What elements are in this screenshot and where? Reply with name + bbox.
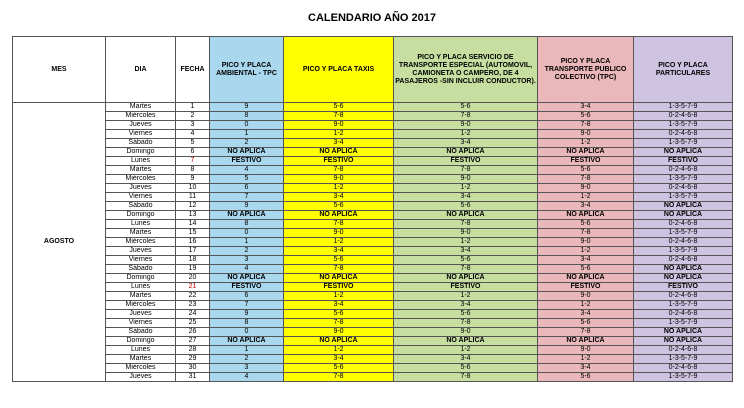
especial-cell: 5-6 — [394, 310, 538, 319]
especial-cell: 1-2 — [394, 238, 538, 247]
publico-cell: FESTIVO — [538, 157, 634, 166]
day-cell: Lunes — [106, 220, 176, 229]
particulares-cell: 1-3-5-7-9 — [634, 373, 733, 382]
ambiental-cell: 2 — [210, 247, 284, 256]
date-cell: 3 — [176, 121, 210, 130]
day-cell: Sábado — [106, 265, 176, 274]
ambiental-cell: 4 — [210, 166, 284, 175]
publico-cell: 1-2 — [538, 193, 634, 202]
especial-cell: FESTIVO — [394, 157, 538, 166]
publico-cell: NO APLICA — [538, 148, 634, 157]
taxis-cell: 1-2 — [284, 292, 394, 301]
day-cell: Domingo — [106, 211, 176, 220]
date-cell: 22 — [176, 292, 210, 301]
calendar-body — [13, 103, 733, 382]
date-cell: 8 — [176, 166, 210, 175]
publico-cell: NO APLICA — [538, 274, 634, 283]
day-cell: Domingo — [106, 337, 176, 346]
particulares-cell: 1-3-5-7-9 — [634, 301, 733, 310]
publico-cell: 9-0 — [538, 238, 634, 247]
ambiental-cell: 3 — [210, 364, 284, 373]
date-cell: 30 — [176, 364, 210, 373]
table-row — [13, 274, 733, 283]
taxis-cell: 7-8 — [284, 112, 394, 121]
date-cell: 27 — [176, 337, 210, 346]
especial-cell: NO APLICA — [394, 337, 538, 346]
day-cell: Domingo — [106, 148, 176, 157]
ambiental-cell: 9 — [210, 103, 284, 112]
particulares-cell: 0-2-4-6-8 — [634, 310, 733, 319]
date-cell: 26 — [176, 328, 210, 337]
publico-cell: 7-8 — [538, 328, 634, 337]
table-row — [13, 220, 733, 229]
taxis-cell: NO APLICA — [284, 211, 394, 220]
publico-cell: 1-2 — [538, 247, 634, 256]
date-cell: 28 — [176, 346, 210, 355]
date-cell: 31 — [176, 373, 210, 382]
ambiental-cell: 8 — [210, 220, 284, 229]
particulares-cell: NO APLICA — [634, 265, 733, 274]
ambiental-cell: FESTIVO — [210, 283, 284, 292]
particulares-cell: NO APLICA — [634, 202, 733, 211]
publico-cell: FESTIVO — [538, 283, 634, 292]
taxis-cell: FESTIVO — [284, 157, 394, 166]
date-cell: 16 — [176, 238, 210, 247]
publico-cell: 9-0 — [538, 130, 634, 139]
especial-cell: 7-8 — [394, 220, 538, 229]
especial-cell: 1-2 — [394, 292, 538, 301]
date-cell: 11 — [176, 193, 210, 202]
header-fecha: FECHA — [176, 37, 210, 103]
especial-cell: 1-2 — [394, 346, 538, 355]
table-row — [13, 112, 733, 121]
date-cell: 17 — [176, 247, 210, 256]
taxis-cell: 3-4 — [284, 247, 394, 256]
taxis-cell: NO APLICA — [284, 148, 394, 157]
header-mes: MES — [13, 37, 106, 103]
table-row — [13, 139, 733, 148]
date-cell: 6 — [176, 148, 210, 157]
day-cell: Lunes — [106, 157, 176, 166]
particulares-cell: 1-3-5-7-9 — [634, 175, 733, 184]
date-cell: 20 — [176, 274, 210, 283]
table-row — [13, 355, 733, 364]
particulares-cell: NO APLICA — [634, 148, 733, 157]
particulares-cell: 0-2-4-6-8 — [634, 220, 733, 229]
header-row — [13, 37, 733, 103]
ambiental-cell: FESTIVO — [210, 157, 284, 166]
ambiental-cell: 0 — [210, 229, 284, 238]
particulares-cell: 1-3-5-7-9 — [634, 193, 733, 202]
publico-cell: 5-6 — [538, 319, 634, 328]
ambiental-cell: NO APLICA — [210, 274, 284, 283]
particulares-cell: NO APLICA — [634, 211, 733, 220]
taxis-cell: 9-0 — [284, 229, 394, 238]
day-cell: Miércoles — [106, 364, 176, 373]
especial-cell: 1-2 — [394, 184, 538, 193]
ambiental-cell: 4 — [210, 265, 284, 274]
ambiental-cell: 5 — [210, 175, 284, 184]
particulares-cell: 1-3-5-7-9 — [634, 319, 733, 328]
table-row — [13, 121, 733, 130]
taxis-cell: 1-2 — [284, 130, 394, 139]
taxis-cell: 7-8 — [284, 373, 394, 382]
date-cell: 14 — [176, 220, 210, 229]
publico-cell: 7-8 — [538, 121, 634, 130]
especial-cell: 5-6 — [394, 103, 538, 112]
publico-cell: 5-6 — [538, 220, 634, 229]
day-cell: Martes — [106, 355, 176, 364]
especial-cell: 9-0 — [394, 229, 538, 238]
ambiental-cell: 3 — [210, 256, 284, 265]
especial-cell: 3-4 — [394, 355, 538, 364]
publico-cell: 5-6 — [538, 112, 634, 121]
publico-cell: 5-6 — [538, 373, 634, 382]
publico-cell: 3-4 — [538, 256, 634, 265]
day-cell: Martes — [106, 103, 176, 112]
table-row — [13, 292, 733, 301]
especial-cell: 7-8 — [394, 319, 538, 328]
taxis-cell: 3-4 — [284, 301, 394, 310]
particulares-cell: 0-2-4-6-8 — [634, 130, 733, 139]
especial-cell: NO APLICA — [394, 274, 538, 283]
taxis-cell: 9-0 — [284, 175, 394, 184]
publico-cell: 7-8 — [538, 229, 634, 238]
ambiental-cell: 6 — [210, 292, 284, 301]
header-ambiental: PICO Y PLACA AMBIENTAL - TPC — [210, 37, 284, 103]
table-row — [13, 337, 733, 346]
day-cell: Miércoles — [106, 301, 176, 310]
publico-cell: 3-4 — [538, 202, 634, 211]
day-cell: Miércoles — [106, 238, 176, 247]
taxis-cell: 7-8 — [284, 265, 394, 274]
taxis-cell: 5-6 — [284, 256, 394, 265]
especial-cell: 7-8 — [394, 265, 538, 274]
table-row — [13, 148, 733, 157]
taxis-cell: 1-2 — [284, 346, 394, 355]
taxis-cell: 7-8 — [284, 319, 394, 328]
table-row — [13, 364, 733, 373]
particulares-cell: FESTIVO — [634, 157, 733, 166]
header-taxis: PICO Y PLACA TAXIS — [284, 37, 394, 103]
especial-cell: 3-4 — [394, 193, 538, 202]
table-row — [13, 310, 733, 319]
especial-cell: NO APLICA — [394, 211, 538, 220]
date-cell: 12 — [176, 202, 210, 211]
table-row — [13, 175, 733, 184]
date-cell: 2 — [176, 112, 210, 121]
day-cell: Lunes — [106, 346, 176, 355]
day-cell: Martes — [106, 166, 176, 175]
particulares-cell: 1-3-5-7-9 — [634, 139, 733, 148]
particulares-cell: 0-2-4-6-8 — [634, 256, 733, 265]
date-cell: 19 — [176, 265, 210, 274]
particulares-cell: 1-3-5-7-9 — [634, 121, 733, 130]
especial-cell: 9-0 — [394, 175, 538, 184]
ambiental-cell: 9 — [210, 310, 284, 319]
table-row — [13, 301, 733, 310]
table-row — [13, 166, 733, 175]
date-cell: 7 — [176, 157, 210, 166]
ambiental-cell: 4 — [210, 373, 284, 382]
date-cell: 18 — [176, 256, 210, 265]
particulares-cell: 1-3-5-7-9 — [634, 103, 733, 112]
particulares-cell: 0-2-4-6-8 — [634, 364, 733, 373]
table-row — [13, 265, 733, 274]
publico-cell: 1-2 — [538, 301, 634, 310]
taxis-cell: NO APLICA — [284, 337, 394, 346]
table-row — [13, 229, 733, 238]
table-row — [13, 247, 733, 256]
taxis-cell: 3-4 — [284, 355, 394, 364]
table-row — [13, 184, 733, 193]
header-especial: PICO Y PLACA SERVICIO DE TRANSPORTE ESPECIAL (AUTOMOVIL, CAMIONETA O CAMPERO, DE 4 PASAJEROS -SIN INCLUIR CONDUCTOR). — [394, 37, 538, 103]
publico-cell: 1-2 — [538, 355, 634, 364]
table-row — [13, 157, 733, 166]
taxis-cell: 5-6 — [284, 364, 394, 373]
date-cell: 29 — [176, 355, 210, 364]
date-cell: 24 — [176, 310, 210, 319]
publico-cell: 1-2 — [538, 139, 634, 148]
date-cell: 10 — [176, 184, 210, 193]
ambiental-cell: 2 — [210, 139, 284, 148]
particulares-cell: NO APLICA — [634, 328, 733, 337]
especial-cell: FESTIVO — [394, 283, 538, 292]
publico-cell: 9-0 — [538, 292, 634, 301]
particulares-cell: FESTIVO — [634, 283, 733, 292]
day-cell: Viernes — [106, 256, 176, 265]
table-row — [13, 346, 733, 355]
table-row — [13, 130, 733, 139]
especial-cell: 3-4 — [394, 247, 538, 256]
especial-cell: 7-8 — [394, 373, 538, 382]
table-row — [13, 328, 733, 337]
table-row — [13, 319, 733, 328]
date-cell: 4 — [176, 130, 210, 139]
taxis-cell: 5-6 — [284, 103, 394, 112]
taxis-cell: 3-4 — [284, 139, 394, 148]
particulares-cell: 1-3-5-7-9 — [634, 355, 733, 364]
ambiental-cell: NO APLICA — [210, 211, 284, 220]
publico-cell: NO APLICA — [538, 211, 634, 220]
especial-cell: 7-8 — [394, 112, 538, 121]
ambiental-cell: 0 — [210, 121, 284, 130]
table-row — [13, 373, 733, 382]
ambiental-cell: 8 — [210, 112, 284, 121]
particulares-cell: 0-2-4-6-8 — [634, 112, 733, 121]
publico-cell: 9-0 — [538, 346, 634, 355]
calendar-table — [12, 36, 733, 382]
ambiental-cell: 1 — [210, 238, 284, 247]
day-cell: Viernes — [106, 319, 176, 328]
taxis-cell: 7-8 — [284, 166, 394, 175]
day-cell: Martes — [106, 292, 176, 301]
especial-cell: 9-0 — [394, 328, 538, 337]
day-cell: Viernes — [106, 130, 176, 139]
especial-cell: NO APLICA — [394, 148, 538, 157]
day-cell: Jueves — [106, 184, 176, 193]
date-cell: 23 — [176, 301, 210, 310]
particulares-cell: 0-2-4-6-8 — [634, 346, 733, 355]
day-cell: Domingo — [106, 274, 176, 283]
especial-cell: 1-2 — [394, 130, 538, 139]
day-cell: Jueves — [106, 247, 176, 256]
taxis-cell: 1-2 — [284, 238, 394, 247]
day-cell: Miércoles — [106, 175, 176, 184]
publico-cell: 5-6 — [538, 265, 634, 274]
day-cell: Sábado — [106, 202, 176, 211]
date-cell: 1 — [176, 103, 210, 112]
ambiental-cell: 2 — [210, 355, 284, 364]
date-cell: 25 — [176, 319, 210, 328]
month-cell: AGOSTO — [13, 103, 106, 382]
date-cell: 15 — [176, 229, 210, 238]
especial-cell: 5-6 — [394, 202, 538, 211]
especial-cell: 3-4 — [394, 301, 538, 310]
taxis-cell: 5-6 — [284, 310, 394, 319]
table-row — [13, 103, 733, 112]
day-cell: Lunes — [106, 283, 176, 292]
especial-cell: 3-4 — [394, 139, 538, 148]
day-cell: Jueves — [106, 121, 176, 130]
publico-cell: 7-8 — [538, 175, 634, 184]
particulares-cell: NO APLICA — [634, 337, 733, 346]
especial-cell: 5-6 — [394, 256, 538, 265]
particulares-cell: NO APLICA — [634, 274, 733, 283]
table-row — [13, 193, 733, 202]
day-cell: Sábado — [106, 139, 176, 148]
day-cell: Jueves — [106, 373, 176, 382]
publico-cell: NO APLICA — [538, 337, 634, 346]
date-cell: 9 — [176, 175, 210, 184]
publico-cell: 9-0 — [538, 184, 634, 193]
page-title: CALENDARIO AÑO 2017 — [308, 12, 436, 24]
publico-cell: 3-4 — [538, 364, 634, 373]
particulares-cell: 0-2-4-6-8 — [634, 166, 733, 175]
ambiental-cell: 7 — [210, 193, 284, 202]
date-cell: 21 — [176, 283, 210, 292]
ambiental-cell: 8 — [210, 319, 284, 328]
taxis-cell: 7-8 — [284, 220, 394, 229]
taxis-cell: 3-4 — [284, 193, 394, 202]
table-row — [13, 283, 733, 292]
publico-cell: 5-6 — [538, 166, 634, 175]
day-cell: Sábado — [106, 328, 176, 337]
taxis-cell: 9-0 — [284, 328, 394, 337]
date-cell: 5 — [176, 139, 210, 148]
taxis-cell: 1-2 — [284, 184, 394, 193]
ambiental-cell: 7 — [210, 301, 284, 310]
particulares-cell: 0-2-4-6-8 — [634, 184, 733, 193]
ambiental-cell: 6 — [210, 184, 284, 193]
date-cell: 13 — [176, 211, 210, 220]
ambiental-cell: 9 — [210, 202, 284, 211]
taxis-cell: 5-6 — [284, 202, 394, 211]
especial-cell: 5-6 — [394, 364, 538, 373]
ambiental-cell: NO APLICA — [210, 148, 284, 157]
day-cell: Jueves — [106, 310, 176, 319]
table-row — [13, 211, 733, 220]
ambiental-cell: 1 — [210, 130, 284, 139]
header-publico: PICO Y PLACA TRANSPORTE PUBLICO COLECTIVO (TPC) — [538, 37, 634, 103]
publico-cell: 3-4 — [538, 103, 634, 112]
particulares-cell: 0-2-4-6-8 — [634, 238, 733, 247]
header-dia: DIA — [106, 37, 176, 103]
day-cell: Martes — [106, 229, 176, 238]
particulares-cell: 0-2-4-6-8 — [634, 292, 733, 301]
taxis-cell: FESTIVO — [284, 283, 394, 292]
day-cell: Miércoles — [106, 112, 176, 121]
especial-cell: 7-8 — [394, 166, 538, 175]
table-row — [13, 202, 733, 211]
ambiental-cell: NO APLICA — [210, 337, 284, 346]
table-row — [13, 238, 733, 247]
table-row — [13, 256, 733, 265]
header-particulares: PICO Y PLACA PARTICULARES — [634, 37, 733, 103]
day-cell: Viernes — [106, 193, 176, 202]
especial-cell: 9-0 — [394, 121, 538, 130]
ambiental-cell: 1 — [210, 346, 284, 355]
taxis-cell: NO APLICA — [284, 274, 394, 283]
particulares-cell: 1-3-5-7-9 — [634, 229, 733, 238]
taxis-cell: 9-0 — [284, 121, 394, 130]
publico-cell: 3-4 — [538, 310, 634, 319]
particulares-cell: 1-3-5-7-9 — [634, 247, 733, 256]
ambiental-cell: 0 — [210, 328, 284, 337]
